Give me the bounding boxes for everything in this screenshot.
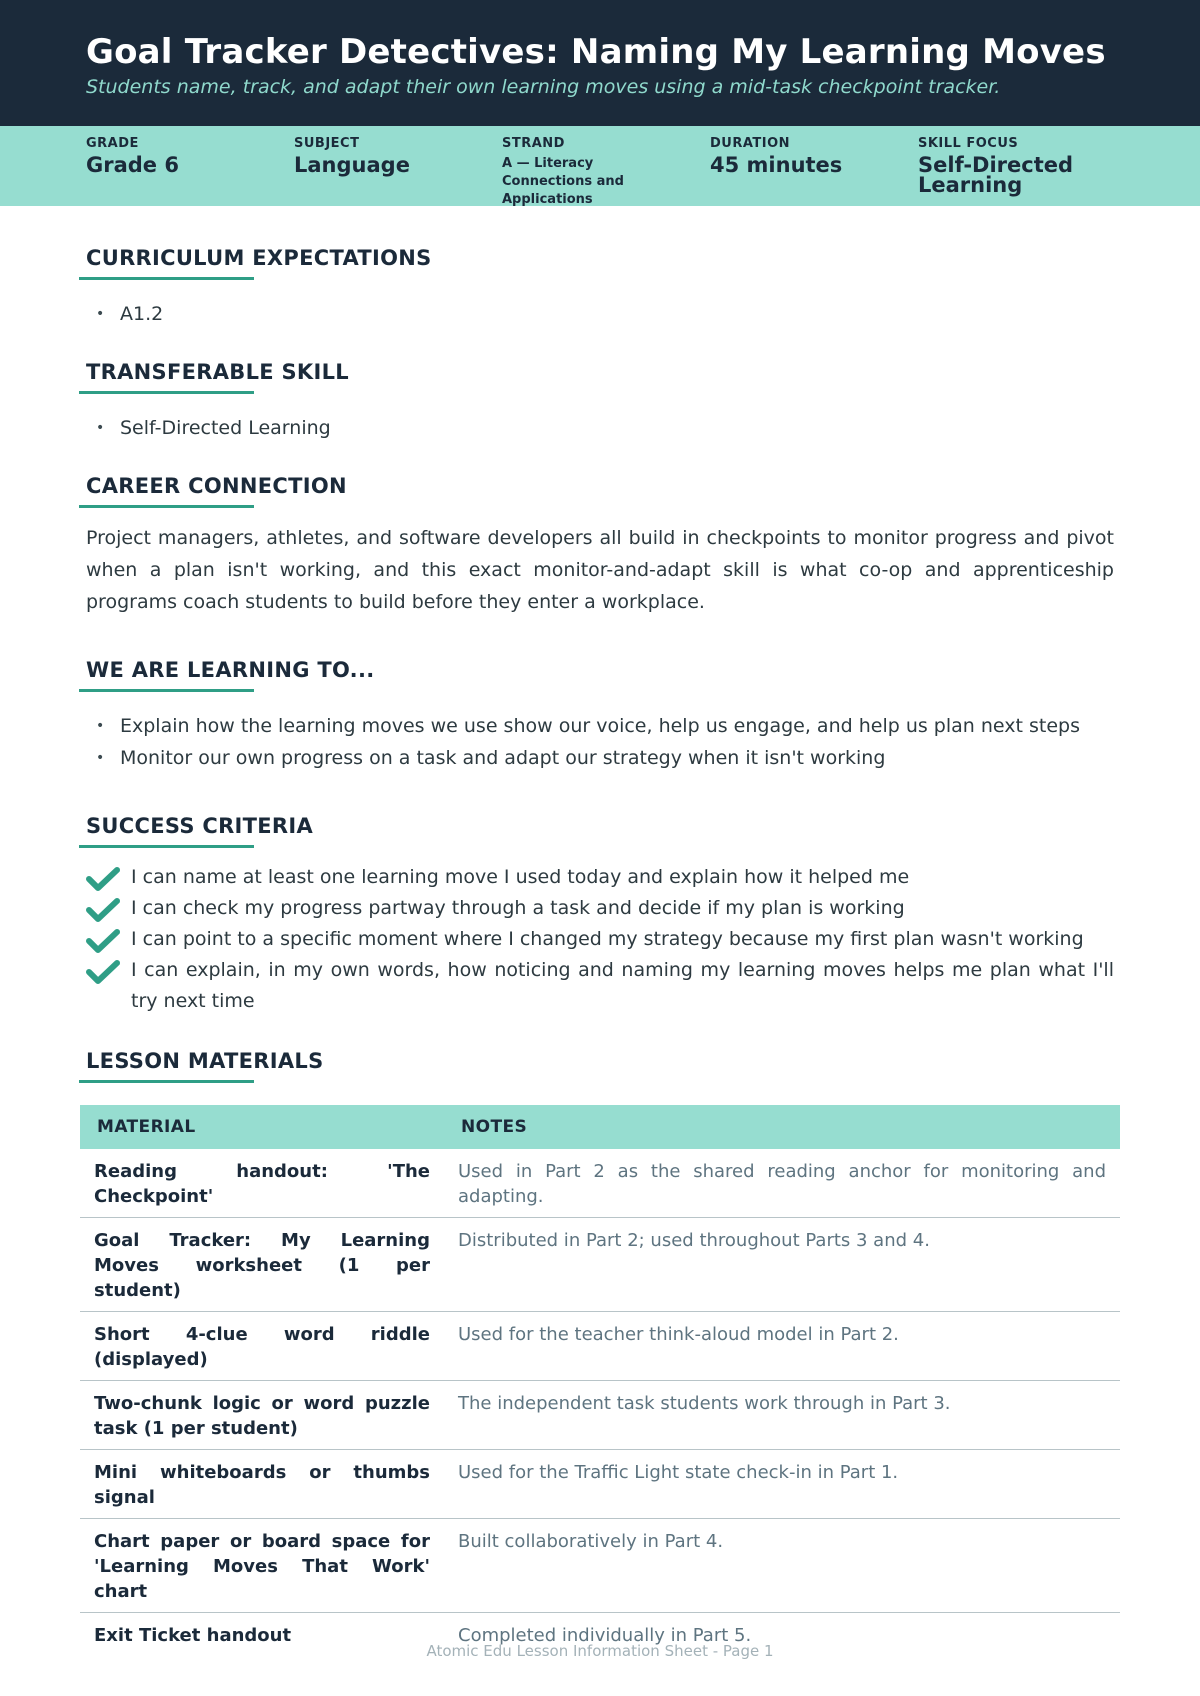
materials-col-material: MATERIAL [80, 1105, 444, 1149]
transferable-list [86, 412, 1114, 444]
success-item-text: I can explain, in my own words, how noticing and naming my learning moves helps me plan what I'll try next time [131, 959, 1114, 1012]
meta-duration-label: DURATION [710, 136, 791, 151]
meta-grade [86, 136, 294, 206]
success-item-text: I can point to a specific moment where I changed my strategy because my first plan wasn't working [131, 928, 1084, 950]
notes-cell: Used for the teacher think-aloud model in Part 2. [444, 1312, 1120, 1381]
meta-skill-value: Self-Directed Learning [918, 153, 1074, 197]
table-row [80, 1381, 1120, 1450]
page-subtitle: Students name, track, and adapt their own learning moves using a mid-task checkpoint tracker. [86, 76, 1001, 98]
meta-strand-label: STRAND [502, 136, 565, 151]
curriculum-list [86, 298, 1114, 330]
meta-duration-value: 45 minutes [710, 153, 843, 177]
check-icon [86, 866, 120, 892]
meta-grade-value: Grade 6 [86, 153, 179, 177]
check-icon [86, 959, 120, 985]
curriculum-heading: CURRICULUM EXPECTATIONS [86, 246, 432, 276]
notes-cell: Built collaboratively in Part 4. [444, 1519, 1120, 1613]
material-cell: Reading handout: 'The Checkpoint' [80, 1149, 444, 1218]
table-row [80, 1450, 1120, 1519]
page-footer: Atomic Edu Lesson Information Sheet - Page 1 [426, 1642, 774, 1660]
success-item [86, 862, 1114, 893]
success-list [86, 862, 1114, 1017]
meta-skill-label: SKILL FOCUS [918, 136, 1019, 151]
material-cell: Chart paper or board space for 'Learning Moves That Work' chart [80, 1519, 444, 1613]
materials-table [80, 1105, 1120, 1656]
page-title: Goal Tracker Detectives: Naming My Learning Moves [86, 32, 1106, 72]
transferable-heading: TRANSFERABLE SKILL [86, 360, 349, 390]
transferable-item: • Self-Directed Learning [86, 412, 1114, 444]
meta-subject [294, 136, 502, 206]
meta-subject-value: Language [294, 153, 410, 177]
materials-header-row [80, 1105, 1120, 1149]
success-item [86, 893, 1114, 924]
success-item-text: I can check my progress partway through a task and decide if my plan is working [131, 897, 905, 919]
material-cell: Goal Tracker: My Learning Moves worksheet (1 per student) [80, 1218, 444, 1312]
notes-cell: Used for the Traffic Light state check-in in Part 1. [444, 1450, 1120, 1519]
page-header [0, 0, 1200, 126]
curriculum-item: • A1.2 [86, 298, 1114, 330]
check-icon [86, 897, 120, 923]
notes-cell: Used in Part 2 as the shared reading anchor for monitoring and adapting. [444, 1149, 1120, 1218]
meta-strand [502, 136, 710, 206]
material-cell: Mini whiteboards or thumbs signal [80, 1450, 444, 1519]
career-heading: CAREER CONNECTION [86, 474, 347, 504]
learning-list [86, 710, 1114, 774]
material-cell: Short 4-clue word riddle (displayed) [80, 1312, 444, 1381]
table-row [80, 1312, 1120, 1381]
meta-subject-label: SUBJECT [294, 136, 360, 151]
learning-item: • Explain how the learning moves we use show our voice, help us engage, and help us plan next steps [86, 710, 1114, 742]
materials-col-notes: NOTES [444, 1105, 1120, 1149]
career-text: Project managers, athletes, and software developers all build in checkpoints to monitor progress and pivot when a plan isn't working, and this exact monitor-and-adapt skill is what co-op and apprenticeship programs coach students to build before they enter a workplace. [86, 527, 1114, 613]
table-row [80, 1149, 1120, 1218]
notes-cell: Distributed in Part 2; used throughout Parts 3 and 4. [444, 1218, 1120, 1312]
success-item-text: I can name at least one learning move I used today and explain how it helped me [131, 866, 910, 888]
meta-strand-value: A — Literacy Connections and Applications [502, 156, 624, 207]
learning-item: • Monitor our own progress on a task and adapt our strategy when it isn't working [86, 742, 1114, 774]
notes-cell: The independent task students work through in Part 3. [444, 1381, 1120, 1450]
meta-skill [918, 136, 1126, 206]
material-cell: Two-chunk logic or word puzzle task (1 per student) [80, 1381, 444, 1450]
learning-heading: WE ARE LEARNING TO... [86, 658, 375, 688]
success-item [86, 924, 1114, 955]
check-icon [86, 928, 120, 954]
meta-duration [710, 136, 918, 206]
meta-grade-label: GRADE [86, 136, 139, 151]
meta-bar [0, 126, 1200, 206]
table-row [80, 1519, 1120, 1613]
success-heading: SUCCESS CRITERIA [86, 814, 313, 844]
success-item [86, 955, 1114, 1017]
material-cell: Exit Ticket handout [94, 1625, 292, 1646]
table-row [80, 1218, 1120, 1312]
materials-heading: LESSON MATERIALS [86, 1049, 324, 1079]
main-content [0, 206, 1200, 1656]
notes-cell: Completed individually in Part 5. [458, 1625, 752, 1646]
